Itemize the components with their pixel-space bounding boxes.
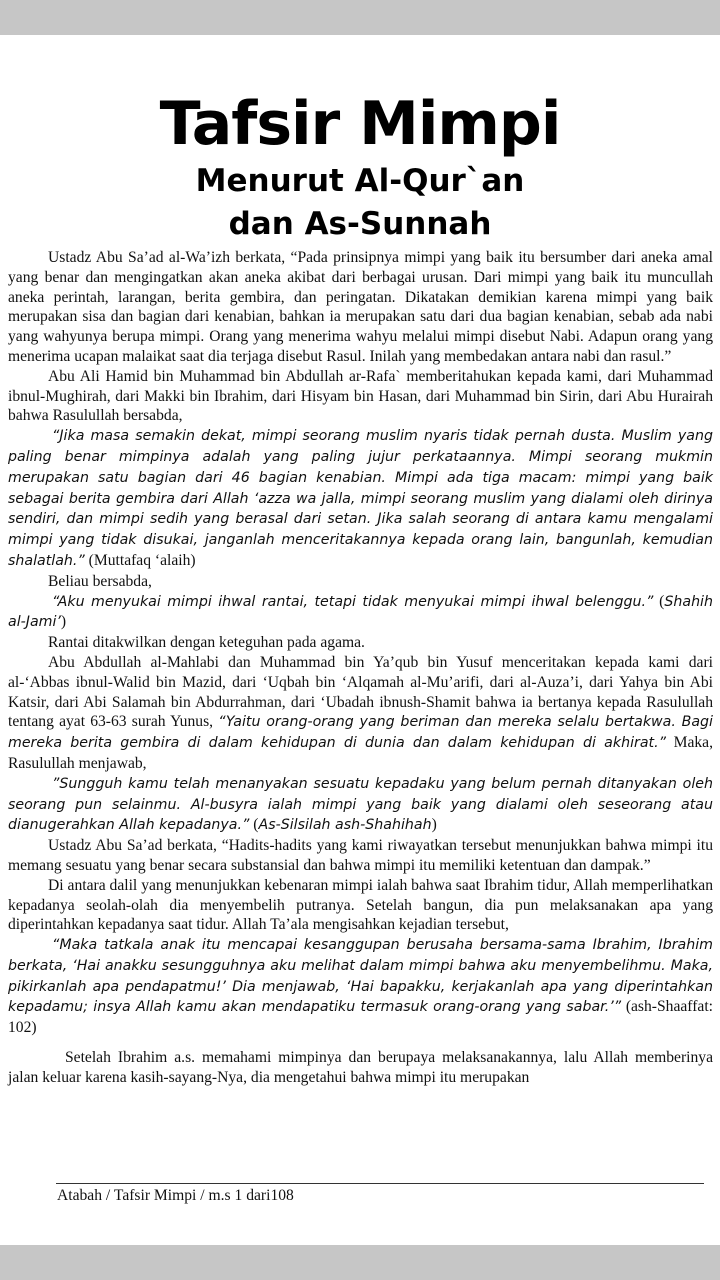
footer-divider — [56, 1183, 704, 1184]
paragraph: Ustadz Abu Sa’ad berkata, “Hadits-hadits yang kami riwayatkan tersebut menunjukkan bahwa mimpi itu memang sesuatu yang benar secara substansial dan bahwa mimpi itu memiliki ketentuan dan dampak.” — [8, 837, 713, 874]
subtitle-line-2: dan As-Sunnah — [228, 206, 492, 242]
bottom-bar — [0, 1245, 720, 1280]
quran-quote — [8, 935, 713, 1038]
quote-reference: (ash-Shaaffat: 102) — [8, 998, 713, 1037]
quote-text: “Yaitu orang-orang yang beriman dan mereka selalu bertakwa. Bagi mereka berita gembira di dalam kehidupan di dunia dan dalam kehidupan di akhirat.” — [8, 714, 713, 752]
quote-text: “Jika masa semakin dekat, mimpi seorang muslim nyaris tidak pernah dusta. Muslim yang paling benar mimpinya adalah yang paling jujur perkataannya. Mimpi seorang mukmin merupakan satu bagian dari 46 bagian kenabian. Mimpi ada tiga macam: mimpi yang baik sebagai berita gembira dari Allah ‘azza wa jalla, mimpi seorang muslim yang dialami oleh dirinya sendiri, dan mimpi sedih yang berasal dari setan. Jika salah seorang di antara kamu mengalami mimpi yang tidak disukai, janganlah menceritakannya kepada orang lain, bangunlah, kemudian shalatlah.” — [8, 428, 713, 569]
subtitle-line-1: Menurut Al-Qur`an — [195, 163, 525, 199]
top-bar — [0, 0, 720, 35]
quote-reference: (Muttafaq ‘alaih) — [88, 551, 196, 569]
paragraph: Ustadz Abu Sa’ad al-Wa’izh berkata, “Pada prinsipnya mimpi yang baik itu bersumber dari aneka amal yang benar dan mengingatkan akan aneka akibat dari berbagai urusan. Dari mimpi yang baik itu muncullah aneka perintah, larangan, berita gembira, dan peringatan. Dikatakan demikian karena mimpi yang baik merupakan sisa dan bagian dari kenabian, bahkan ia merupakan satu dari dua bagian kenabian, sebab ada nabi yang wahyunya berupa mimpi. Orang yang menerima wahyu melalui mimpi disebut Nabi. Adapun orang yang menerima ucapan malaikat saat dia terjaga disebut Rasul. Inilah yang membedakan antara nabi dan rasul.” — [8, 249, 713, 365]
paragraph: Setelah Ibrahim a.s. memahami mimpinya dan berupaya melaksanakannya, lalu Allah memberinya jalan keluar karena kasih-sayang-Nya, dia mengetahui bahwa mimpi itu merupakan — [8, 1049, 713, 1086]
quote-text: ”Sungguh kamu telah menanyakan sesuatu kepadaku yang belum pernah ditanyakan oleh seorang pun selainmu. Al-busyra ialah mimpi yang baik yang dialami oleh seseorang atau dianugerahkan Allah kepadanya.” — [8, 775, 713, 834]
paragraph: Abu Abdullah al-Mahlabi dan Muhammad bin Ya’qub bin Yusuf menceritakan kepada kami dari al-‘Abbas ibnul-Walid bin Mazid, dari ‘Uqbah bin ‘Alqamah al-Mu’arifi, dari al-Auza’i, dari Yahya bin Abi Katsir, dari Abi Salamah bin Abdurrahman, dari ‘Ubadah ibnush-Shamit bahwa ia bertanya kepada Rasulullah tentang ayat 63-63 surah Yunus, “Yaitu orang-orang yang beriman dan mereka selalu bertakwa. Bagi mereka berita gembira di dalam kehidupan di dunia dan dalam kehidupan di akhirat.” Maka, Rasulullah menjawab, — [8, 653, 713, 772]
quote-text: “Aku menyukai mimpi ihwal rantai, tetapi tidak menyukai mimpi ihwal belenggu.” — [52, 593, 654, 610]
page-footer: Atabah / Tafsir Mimpi / m.s 1 dari108 — [57, 1187, 294, 1204]
paragraph: Rantai ditakwilkan dengan keteguhan pada agama. — [48, 634, 365, 652]
quote-reference: Shahih al-Jami’ — [8, 593, 713, 631]
paragraph: Beliau bersabda, — [48, 572, 152, 590]
quote-reference: As-Silsilah ash-Shahihah — [258, 817, 432, 834]
hadith-quote: ”Sungguh kamu telah menanyakan sesuatu kepadaku yang belum pernah ditanyakan oleh seorang pun selainmu. Al-busyra ialah mimpi yang baik yang dialami oleh seseorang atau dianugerahkan Allah kepadanya.” (As-Silsilah ash-Shahihah) — [8, 775, 713, 834]
document-body — [8, 248, 713, 1088]
quote-text: “Maka tatkala anak itu mencapai kesanggupan berusaha bersama-sama Ibrahim, Ibrahim berkata, ‘Hai anakku sesungguhnya aku melihat dalam mimpi bahwa aku menyembelihmu. Maka, pikirkanlah apa pendapatmu!’ Dia menjawab, ‘Hai bapakku, kerjakanlah apa yang diperintahkan kepadamu; insya Allah kamu akan mendapatiku termasuk orang-orang yang sabar.’” — [8, 937, 713, 1016]
hadith-quote — [8, 426, 713, 572]
paragraph: Di antara dalil yang menunjukkan kebenaran mimpi ialah bahwa saat Ibrahim tidur, Allah memperlihatkan kepadanya seolah-olah dia menyembelih putranya. Setelah bangun, dia pun melaksanakan apa yang diperintahkan kepadanya saat tidur. Allah Ta’ala mengisahkan kejadian tersebut, — [8, 876, 713, 934]
document-title: Tafsir Mimpi — [159, 89, 561, 159]
hadith-quote: “Aku menyukai mimpi ihwal rantai, tetapi tidak menyukai mimpi ihwal belenggu.” (Shahih al-Jami’) — [8, 592, 713, 631]
document-subtitle — [0, 160, 720, 246]
paragraph: Abu Ali Hamid bin Muhammad bin Abdullah ar-Rafa` memberitahukan kepada kami, dari Muhammad ibnul-Mughirah, dari Makki bin Ibrahim, dari Hisyam bin Hasan, dari Muhammad bin Sirin, dari Abu Hurairah bahwa Rasulullah bersabda, — [8, 367, 713, 425]
